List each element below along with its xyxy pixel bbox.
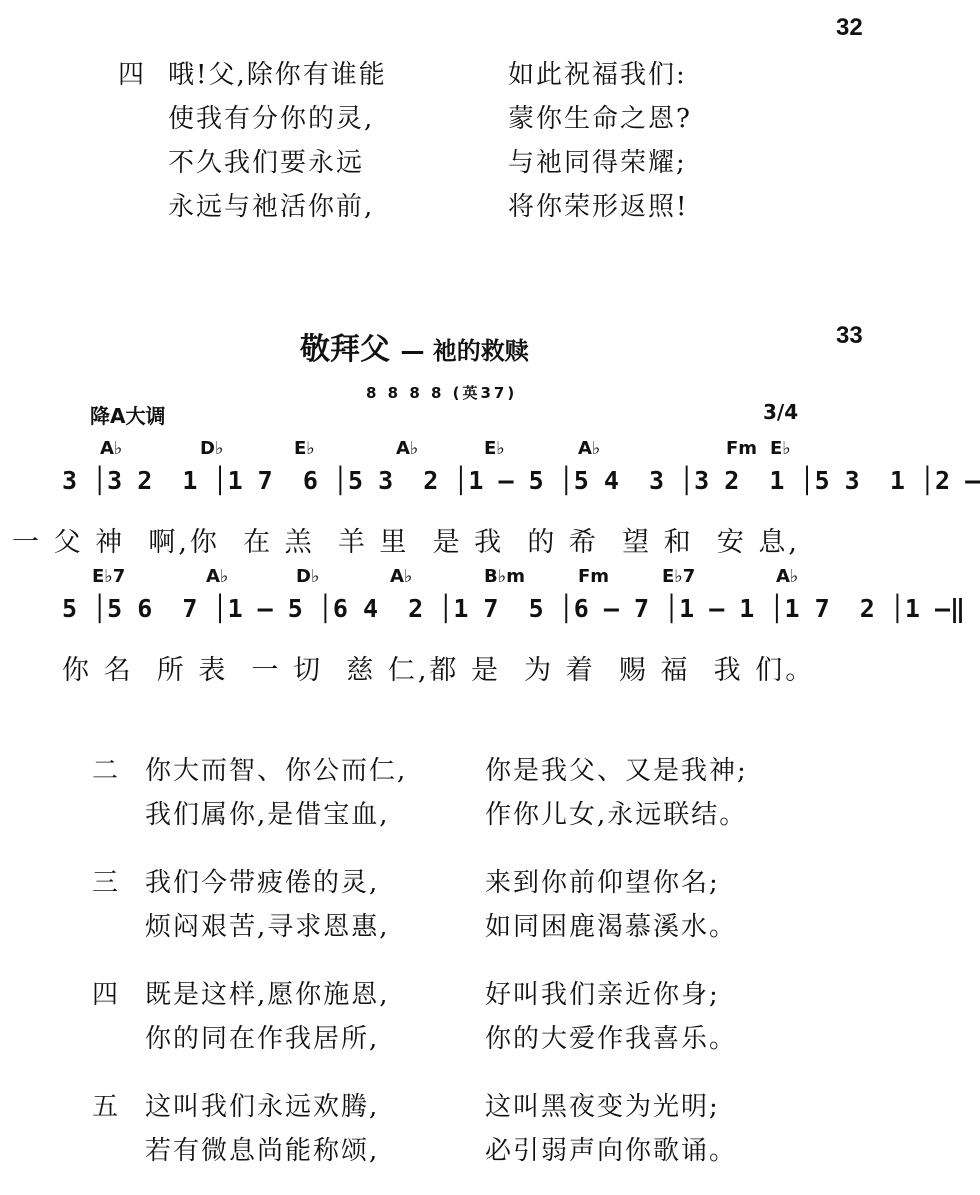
chord-symbol: E♭7 xyxy=(662,566,696,587)
chord-symbol: A♭ xyxy=(390,566,413,587)
chord-symbol: A♭ xyxy=(100,438,123,459)
chord-symbol: A♭ xyxy=(776,566,799,587)
hymn-title xyxy=(300,324,529,368)
chord-symbol: A♭ xyxy=(206,566,229,587)
jianpu-notes: 3 │3 2 1 │1 7 6 │5 3 2 │1 — 5 │5 4 3 │3 2 1 │5 3 1 │2 — xyxy=(62,466,980,495)
lyric-line-right: 必引弱声向你歌诵。 xyxy=(485,1136,738,1166)
stanza-number: 二 xyxy=(92,756,119,786)
page-number: 33 xyxy=(836,322,863,349)
lyric-line-left: 永远与祂活你前, xyxy=(168,192,375,222)
lyric-line-left: 你的同在作我居所, xyxy=(145,1024,380,1054)
lyric-line-left: 我们今带疲倦的灵, xyxy=(145,868,380,898)
lyric-line-right: 如同困鹿渴慕溪水。 xyxy=(485,912,738,942)
stanza-number: 四 xyxy=(118,60,145,90)
chord-symbol: A♭ xyxy=(578,438,601,459)
lyric-line-right: 作你儿女,永远联结。 xyxy=(485,800,748,830)
lyric-line-left: 不久我们要永远 xyxy=(168,148,365,178)
lyric-line-right: 这叫黑夜变为光明; xyxy=(485,1092,720,1122)
prev-page-number: 32 xyxy=(836,14,863,41)
score-lyrics: 一 父 神 啊,你 在 羔 羊 里 是 我 的 希 望 和 安 息, xyxy=(12,527,800,558)
lyric-line-left: 若有微息尚能称颂, xyxy=(145,1136,380,1166)
chord-symbol: E♭ xyxy=(770,438,791,459)
chord-symbol: B♭m xyxy=(484,566,525,587)
lyric-line-right: 蒙你生命之恩? xyxy=(508,104,692,134)
lyric-line-right: 与祂同得荣耀; xyxy=(508,148,687,178)
chord-symbol: A♭ xyxy=(396,438,419,459)
lyric-line-left: 你大而智、你公而仁, xyxy=(145,756,408,786)
chord-symbol: Fm xyxy=(578,566,610,587)
lyric-line-left: 这叫我们永远欢腾, xyxy=(145,1092,380,1122)
chord-symbol: E♭ xyxy=(484,438,505,459)
score-lyrics: 你 名 所 表 一 切 慈 仁,都 是 为 着 赐 福 我 们。 xyxy=(62,655,816,686)
lyric-line-right: 好叫我们亲近你身; xyxy=(485,980,720,1010)
time-signature: 3/4 xyxy=(763,400,799,424)
lyric-line-right: 将你荣形返照! xyxy=(508,192,689,222)
chord-symbol: D♭ xyxy=(296,566,320,587)
hymn-meter: 8 8 8 8 (英37) xyxy=(366,384,518,402)
jianpu-notes: 5 │5 6 7 │1 — 5 │6 4 2 │1 7 5 │6 — 7 │1 — 1 │1 7 2 │1 —‖ xyxy=(62,594,966,623)
lyric-line-left: 使我有分你的灵, xyxy=(168,104,375,134)
hymn-title-main: 敬拜父 xyxy=(300,332,390,367)
lyric-line-right: 你是我父、又是我神; xyxy=(485,756,748,786)
stanza-number: 三 xyxy=(92,868,119,898)
chord-symbol: E♭ xyxy=(294,438,315,459)
stanza-number: 五 xyxy=(92,1092,119,1122)
chord-symbol: D♭ xyxy=(200,438,224,459)
lyric-line-right: 来到你前仰望你名; xyxy=(485,868,720,898)
chord-symbol: Fm xyxy=(726,438,758,459)
stanza-number: 四 xyxy=(92,980,119,1010)
lyric-line-left: 我们属你,是借宝血, xyxy=(145,800,390,830)
lyric-line-left: 烦闷艰苦,寻求恩惠, xyxy=(145,912,390,942)
hymn-subtitle: — 祂的救赎 xyxy=(400,337,529,365)
chord-symbol: E♭7 xyxy=(92,566,126,587)
lyric-line-right: 如此祝福我们: xyxy=(508,60,687,90)
lyric-line-left: 哦!父,除你有谁能 xyxy=(168,60,387,90)
lyric-line-left: 既是这样,愿你施恩, xyxy=(145,980,390,1010)
key-signature: 降A大调 xyxy=(90,404,166,428)
lyric-line-right: 你的大爱作我喜乐。 xyxy=(485,1024,738,1054)
